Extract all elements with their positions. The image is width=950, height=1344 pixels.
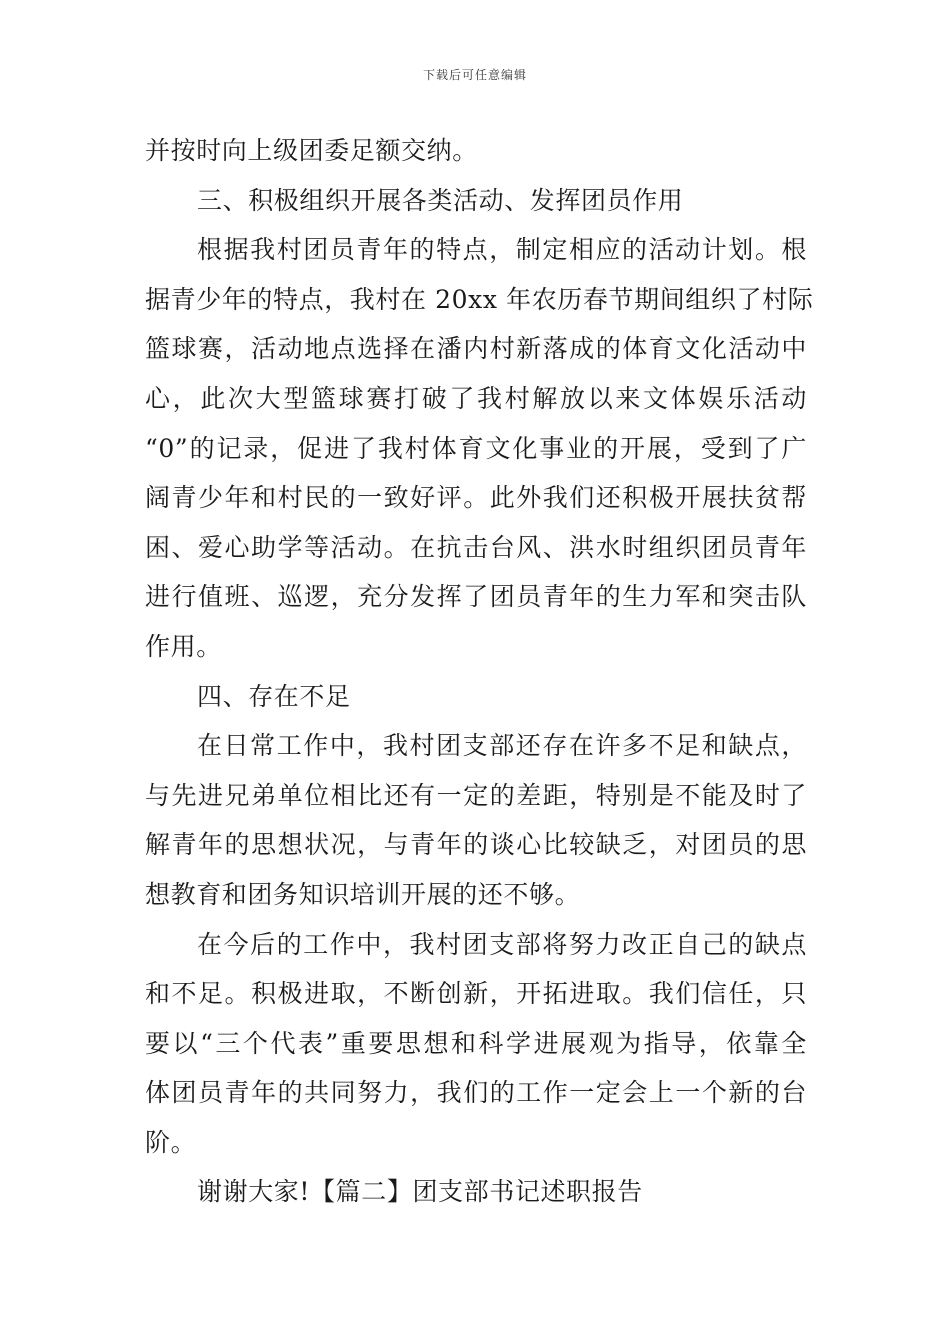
text-line: 要以“三个代表”重要思想和科学进展观为指导，依靠全 xyxy=(145,1028,807,1058)
text-line: 困、爱心助学等活动。在抗击台风、洪水时组织团员青年 xyxy=(145,532,807,562)
text-line: 篮球赛，活动地点选择在潘内村新落成的体育文化活动中 xyxy=(145,334,807,364)
text-line: 四、存在不足 xyxy=(197,681,351,711)
header-note: 下载后可任意编辑 xyxy=(422,68,527,82)
text-line: 并按时向上级团委足额交纳。 xyxy=(145,136,478,165)
text-line: “0”的记录，促进了我村体育文化事业的开展，受到了广 xyxy=(145,433,807,463)
text-line: 解青年的思想状况，与青年的谈心比较缺乏，对团员的思 xyxy=(145,830,807,860)
text-line: 想教育和团务知识培训开展的还不够。 xyxy=(145,879,581,909)
text-line: 据青少年的特点，我村在 20xx 年农历春节期间组织了村际 xyxy=(145,284,814,314)
text-line: 在今后的工作中，我村团支部将努力改正自己的缺点 xyxy=(197,929,807,959)
text-line: 作用。 xyxy=(145,631,222,661)
document-body xyxy=(145,126,814,1217)
text-line: 谢谢大家!【篇二】团支部书记述职报告 xyxy=(197,1177,643,1207)
text-line: 阔青少年和村民的一致好评。此外我们还积极开展扶贫帮 xyxy=(145,483,807,513)
text-line: 进行值班、巡逻，充分发挥了团员青年的生力军和突击队 xyxy=(145,582,807,612)
text-line: 体团员青年的共同努力，我们的工作一定会上一个新的台 xyxy=(145,1078,807,1108)
text-line: 在日常工作中，我村团支部还存在许多不足和缺点， xyxy=(197,731,807,761)
text-line: 与先进兄弟单位相比还有一定的差距，特别是不能及时了 xyxy=(145,780,807,810)
text-line: 根据我村团员青年的特点，制定相应的活动计划。根 xyxy=(197,235,807,265)
text-line: 和不足。积极进取，不断创新，开拓进取。我们信任，只 xyxy=(145,979,807,1009)
text-line: 心，此次大型篮球赛打破了我村解放以来文体娱乐活动 xyxy=(145,383,807,413)
text-line: 三、积极组织开展各类活动、发挥团员作用 xyxy=(197,185,684,215)
text-line: 阶。 xyxy=(145,1127,197,1157)
